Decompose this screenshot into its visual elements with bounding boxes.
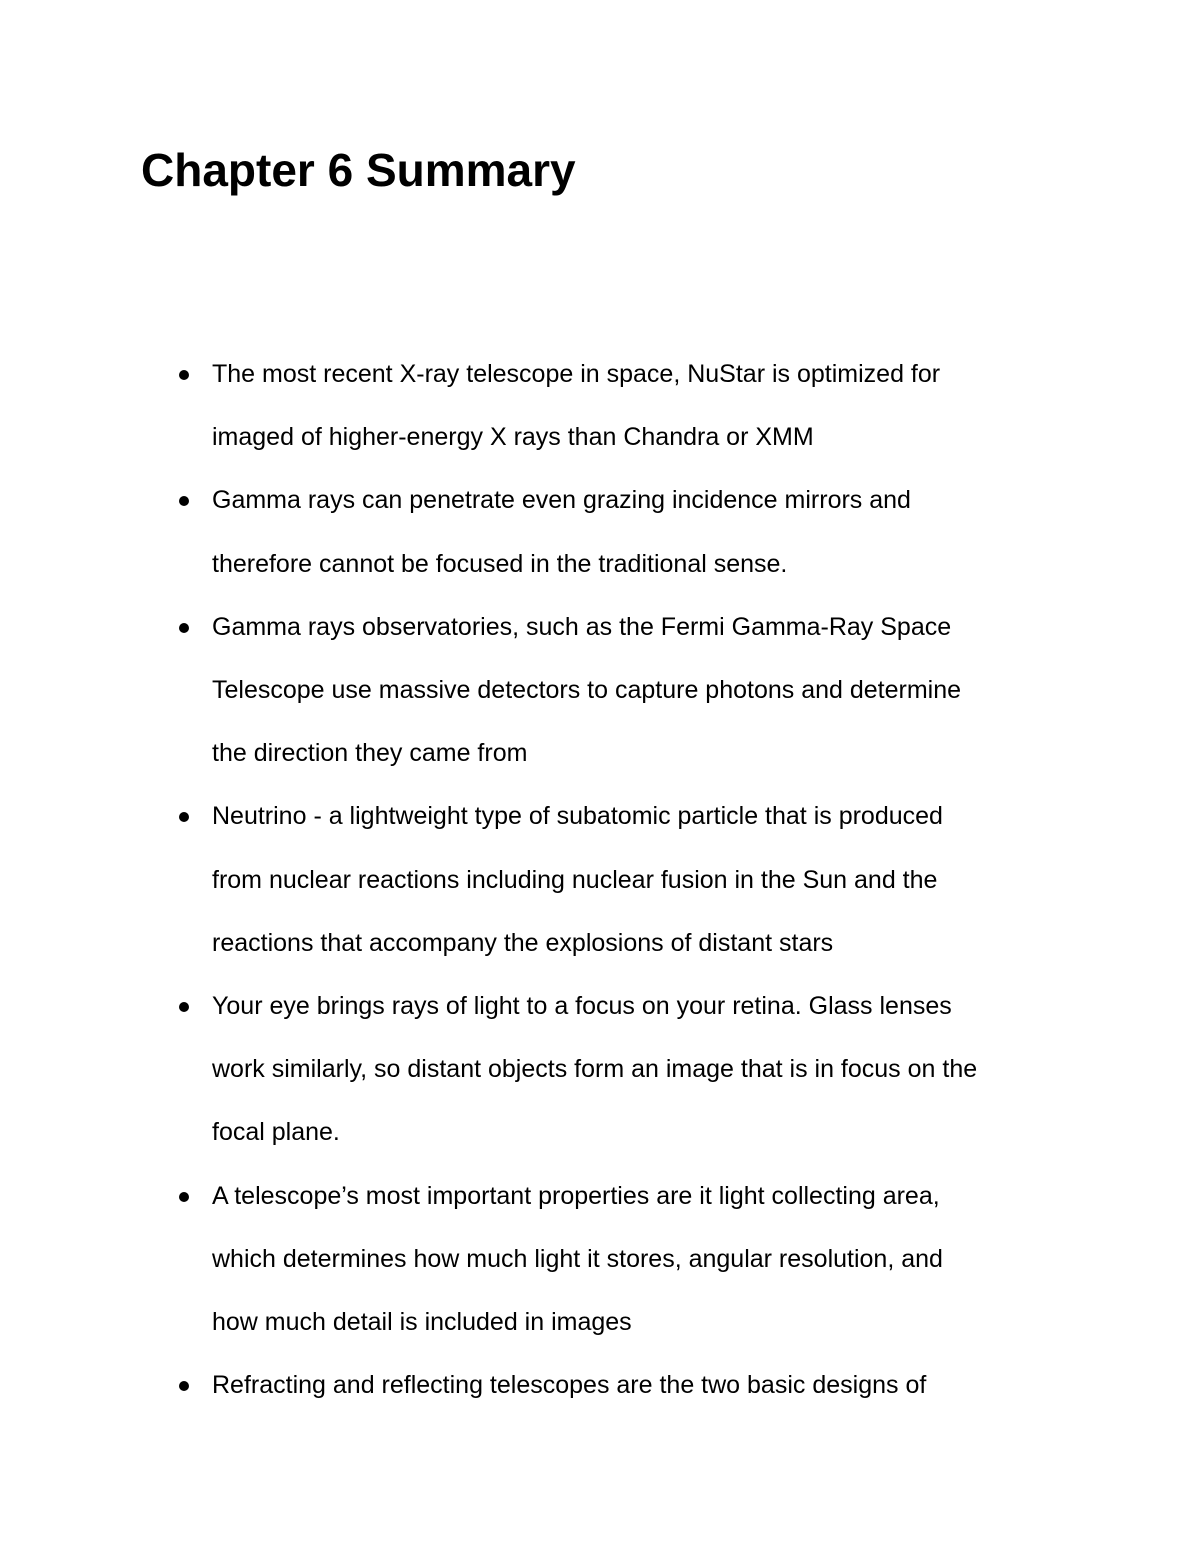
bullet-item-nustar	[0, 343, 1062, 469]
bullet-text-line: A telescope’s most important properties are it light collecting area,	[212, 1181, 940, 1210]
bullet-text-line: The most recent X-ray telescope in space, NuStar is optimized for	[212, 360, 941, 388]
summary-bullet-list	[0, 343, 1200, 1417]
bullet-text-line: Telescope use massive detectors to capture photons and determine	[212, 676, 962, 705]
bullet-text-line: reactions that accompany the explosions of distant stars	[212, 928, 834, 957]
bullet-item-telescope-designs	[0, 1354, 1062, 1417]
bullet-icon	[179, 1192, 189, 1202]
bullet-item-eye-lenses	[0, 975, 1062, 1165]
bullet-text-line: from nuclear reactions including nuclear fusion in the Sun and the	[212, 865, 938, 894]
bullet-text-line: Gamma rays observatories, such as the Fermi Gamma-Ray Space	[212, 612, 952, 641]
bullet-item-gamma-observatories	[0, 596, 1062, 786]
bullet-icon	[179, 370, 189, 380]
bullet-text-line: Your eye brings rays of light to a focus on your retina. Glass lenses	[212, 992, 952, 1021]
bullet-icon	[179, 1381, 189, 1391]
bullet-icon	[179, 1002, 189, 1012]
bullet-text-line: Gamma rays can penetrate even grazing incidence mirrors and	[212, 486, 911, 515]
bullet-text-line: which determines how much light it stores, angular resolution, and	[212, 1244, 943, 1273]
bullet-icon	[179, 496, 189, 506]
bullet-text-line: focal plane.	[212, 1118, 340, 1147]
bullet-icon	[179, 623, 189, 633]
bullet-text-line: work similarly, so distant objects form an image that is in focus on the	[212, 1055, 978, 1084]
bullet-text-line: the direction they came from	[212, 739, 528, 768]
bullet-icon	[179, 812, 189, 822]
bullet-item-telescope-properties	[0, 1165, 1062, 1355]
bullet-text-line: Neutrino - a lightweight type of subatomic particle that is produced	[212, 802, 943, 831]
bullet-item-neutrino	[0, 785, 1062, 975]
bullet-item-gamma-mirrors	[0, 469, 1062, 595]
bullet-text-line: therefore cannot be focused in the traditional sense.	[212, 549, 788, 578]
bullet-text-line: Refracting and reflecting telescopes are the two basic designs of	[212, 1371, 927, 1400]
bullet-text-line: imaged of higher-energy X rays than Chandra or XMM	[212, 423, 814, 452]
page-title: Chapter 6 Summary	[141, 144, 576, 196]
bullet-text-line: how much detail is included in images	[212, 1308, 632, 1337]
